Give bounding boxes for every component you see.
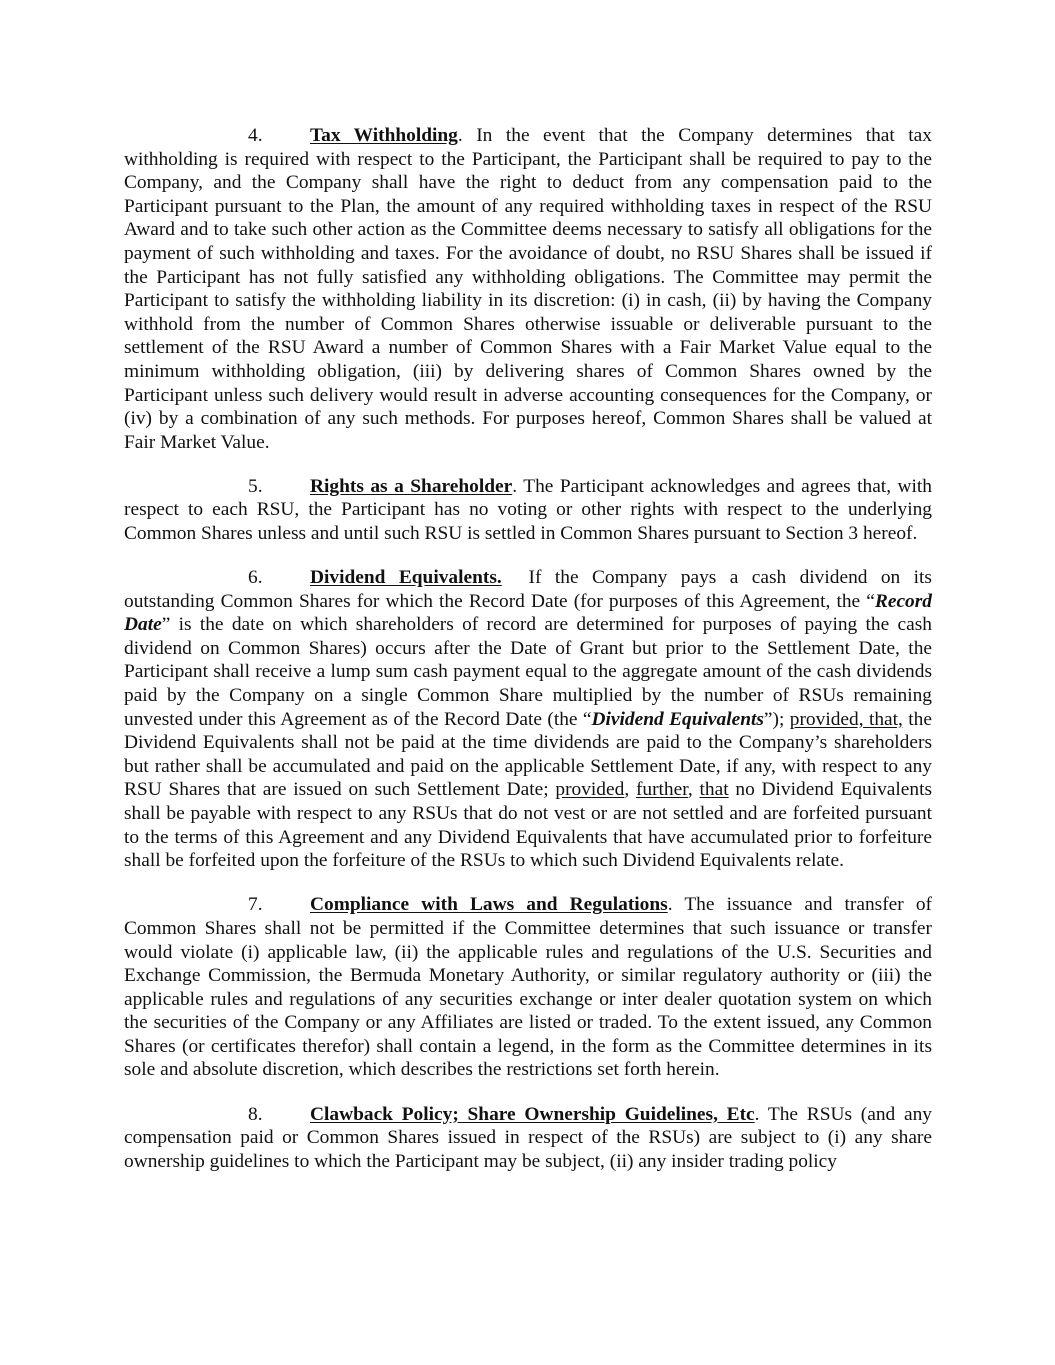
- defined-term-record-date: Record Date: [124, 590, 932, 636]
- section-body-part: ,: [687, 779, 700, 801]
- section-heading: Tax Withholding: [310, 125, 458, 146]
- underlined-proviso: further: [635, 779, 688, 801]
- section-dividend-equivalents: [124, 566, 937, 873]
- section-body-part: ,: [624, 779, 636, 801]
- section-body: . The issuance and transfer of Common Shares shall not be permitted if the Committee determines that such issuance or transfer would violate (i) applicable law, (ii) the applicable rules and regulations of the U.S. Securities and Exchange Commission, the Bermuda Monetary Authority, or similar regulatory authority or (iii) the applicable rules and regulations of any securities exchange or inter dealer quotation system on which the securities of the Company or any Affiliates are listed or traded. To the extent issued, any Common Shares (or certificates therefor) shall contain a legend, in the form as the Committee determines in its sole and absolute discretion, which describes the restrictions set forth herein.: [124, 894, 933, 1081]
- section-heading: Rights as a Shareholder: [310, 475, 513, 497]
- section-body-part: If the Company pays a cash dividend on its outstanding Common Shares for which the Record Date (for purposes of this Agreement, the “: [124, 567, 937, 612]
- defined-term-dividend-equivalents: Dividend Equivalents: [591, 708, 764, 730]
- section-body-part: no Dividend Equivalents shall be payable with respect to any RSUs that do not vest or are not settled and are forfeited pursuant to the terms of this Agreement and any Dividend Equivalents that have accumulated prior to forfeiture shall be forfeited upon the forfeiture of the RSUs to which such Dividend Equivalents relate.: [124, 779, 933, 872]
- section-clawback-policy: [124, 1103, 932, 1174]
- section-number: 8.: [248, 1103, 263, 1125]
- section-tax-withholding: [124, 124, 932, 454]
- underlined-proviso: that: [699, 779, 729, 801]
- section-number: 7.: [248, 894, 263, 916]
- section-body-part: the Dividend Equivalents shall not be paid at the time dividends are paid to the Company’s shareholders but rather shall be accumulated and paid on the applicable Settlement Date, if any, with respect to any RSU Shares that are issued on such Settlement Date;: [124, 708, 932, 801]
- section-number: 5.: [248, 475, 263, 497]
- section-compliance-with-laws: [124, 893, 932, 1082]
- section-heading: Dividend Equivalents.: [310, 567, 502, 589]
- underlined-proviso: provided, that,: [789, 708, 903, 730]
- section-heading: Compliance with Laws and Regulations: [310, 894, 668, 916]
- section-body: . In the event that the Company determines that tax withholding is required with respect to the Participant, the Participant shall be required to pay to the Company, and the Company shall have the right to deduct from any compensation paid to the Participant pursuant to the Plan, the amount of any required withholding taxes in respect of the RSU Award and to take such other action as the Committee deems necessary to satisfy all obligations for the payment of such withholding and taxes. For the avoidance of doubt, no RSU Shares shall be issued if the Participant has not fully satisfied any withholding obligations. The Committee may permit the Participant to satisfy the withholding liability in its discretion: (i) in cash, (ii) by having the Company withhold from the number of Common Shares otherwise issuable or deliverable pursuant to the settlement of the RSU Award a number of Common Shares with a Fair Market Value equal to the minimum withholding obligation, (iii) by delivering shares of Common Shares owned by the Participant unless such delivery would result in adverse accounting consequences for the Company, or (iv) by a combination of any such methods. For purposes hereof, Common Shares shall be valued at Fair Market Value.: [124, 125, 932, 453]
- section-body-part: ” is the date on which shareholders of record are determined for purposes of paying the cash dividend on Common Shares) occurs after the Date of Grant but prior to the Settlement Date, the Participant shall receive a lump sum cash payment equal to the aggregate amount of the cash dividends paid by the Company on a single Common Share multiplied by the number of RSUs remaining unvested under this Agreement as of the Record Date (the “: [124, 614, 932, 730]
- section-rights-as-shareholder: [124, 475, 932, 546]
- section-number: 6.: [248, 567, 263, 589]
- section-heading: Clawback Policy; Share Ownership Guidelines, Etc: [310, 1103, 755, 1125]
- section-number: 4.: [248, 125, 263, 146]
- section-body-part: ”);: [763, 708, 790, 730]
- underlined-proviso: provided: [555, 779, 625, 801]
- section-body: . The Participant acknowledges and agrees that, with respect to each RSU, the Participant has no voting or other rights with respect to the underlying Common Shares unless and until such RSU is settled in Common Shares pursuant to Section 3 hereof.: [124, 475, 932, 544]
- section-body: . The RSUs (and any compensation paid or Common Shares issued in respect of the RSUs) are subject to (i) any share ownership guidelines to which the Participant may be subject, (ii) any insider trading policy: [124, 1103, 932, 1172]
- document-page: [124, 124, 937, 1194]
